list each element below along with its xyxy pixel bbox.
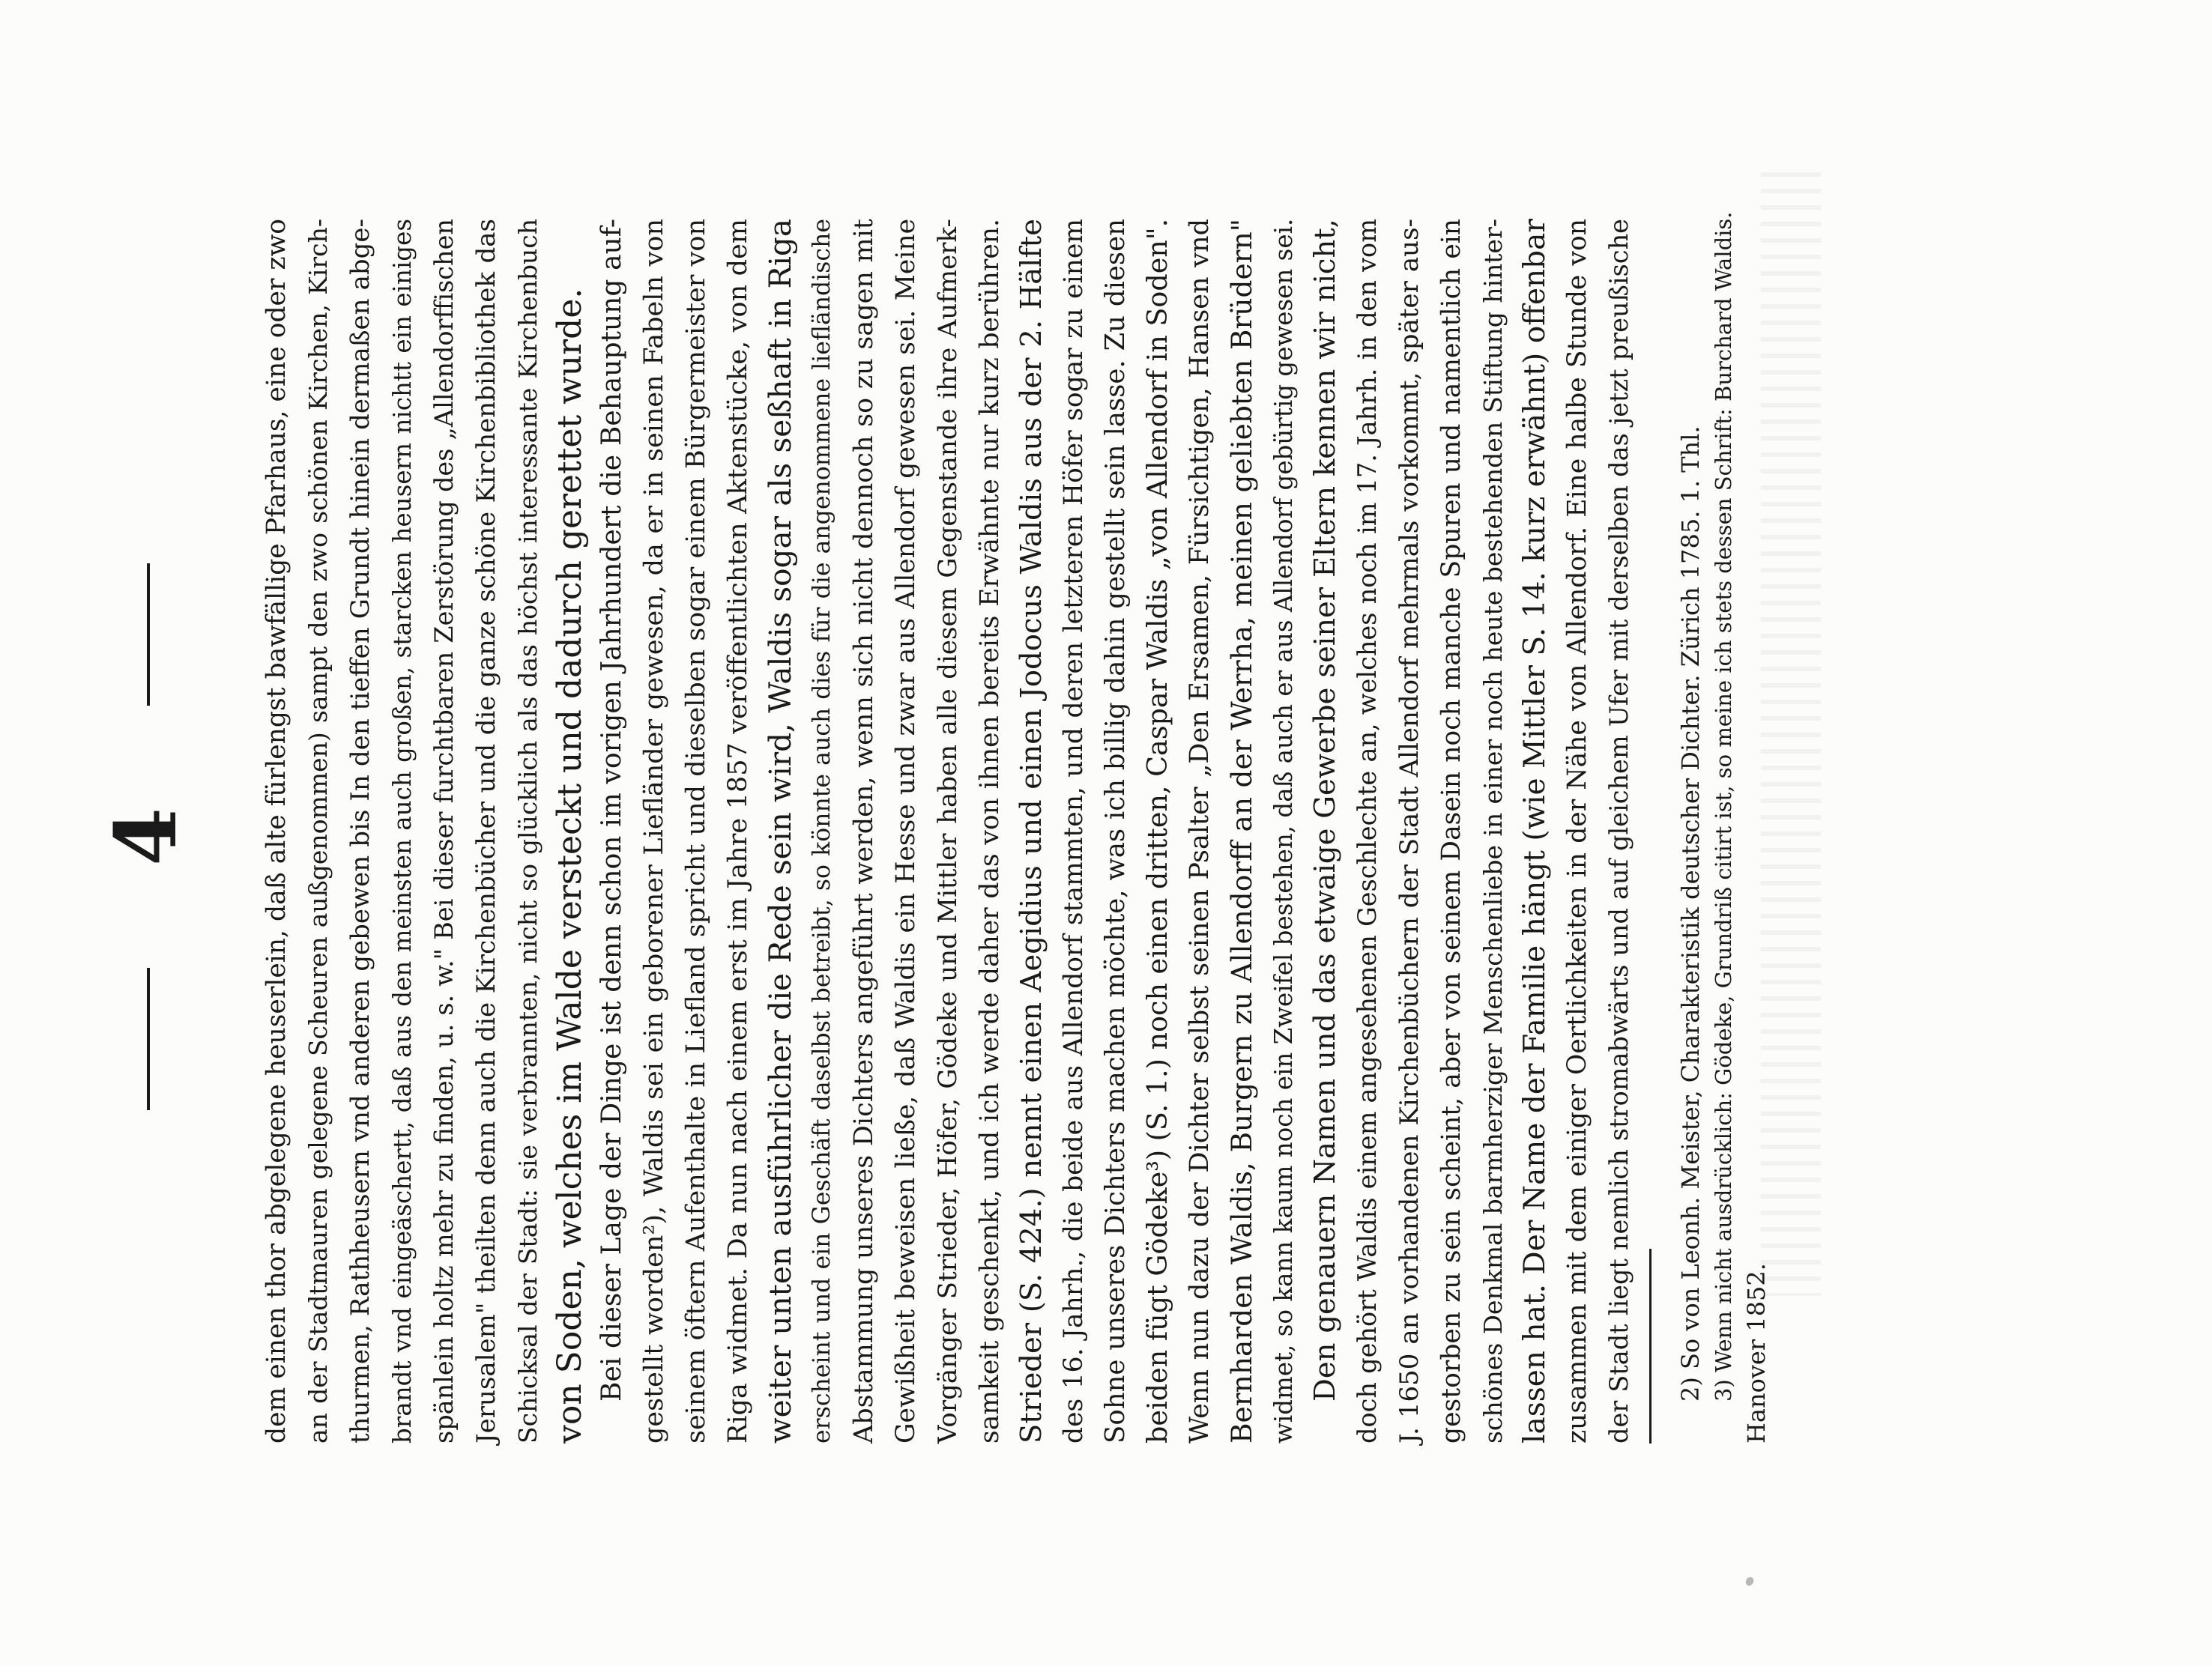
text-line: brandt vnd eingeäschertt, daß aus den meinsten auch großen, starcken heusern nichtt ein einiges (388, 219, 417, 1444)
text-line: an der Stadtmauren gelegene Scheuren außgenommen) sampt den zwo schönen Kirchen, Kirch- (303, 219, 333, 1444)
text-line: Jerusalem" theilten denn auch die Kirchenbücher und die ganze schöne Kirchenbibliothek das (471, 219, 501, 1444)
text-line: Strieder (S. 424.) nennt einen Aegidius und einen Jodocus Waldis aus der 2. Hälfte (1015, 219, 1048, 1444)
text-line: zusammen mit dem einiger Oertlichkeiten in der Nähe von Allendorf. Eine halbe Stunde von (1562, 219, 1592, 1444)
text-line: lassen hat. Der Name der Familie hängt (wie Mittler S. 14. kurz erwähnt) offenbar (1518, 219, 1552, 1444)
footnote-3-continuation: Hanover 1852. (1742, 1263, 1771, 1444)
header-rule-right (147, 563, 150, 706)
text-line: von Soden, welches im Walde versteckt und dadurch gerettet wurde. (551, 288, 589, 1444)
text-line: Schicksal der Stadt: sie verbrannten, nicht so glücklich als das höchst interessante Kirchenbuch (513, 219, 543, 1444)
text-line: schönes Denkmal barmherziger Menschenliebe in einer noch heute bestehenden Stiftung hinter- (1478, 219, 1508, 1444)
text-line: des 16. Jahrh., die beide aus Allendorf stammten, und deren letzteren Höfer sogar zu einem (1059, 219, 1089, 1444)
text-line: thurmen, Rathheusern vnd anderen gebewen bis In den tieffen Grundt hinein dermaßen abge- (345, 219, 375, 1444)
footnote-3: 3) Wenn nicht ausdrücklich: Gödeke, Grundriß citirt ist, so meine ich stets dessen Schrift: Burchard Waldis. (1711, 211, 1736, 1402)
text-line: Bei dieser Lage der Dinge ist denn schon im vorigen Jahrhundert die Behauptung auf- (596, 219, 627, 1402)
page-header (94, 140, 199, 1526)
text-line: Riga widmet. Da nun nach einem erst im Jahre 1857 veröffentlichten Aktenstücke, von dem (723, 219, 753, 1444)
text-line: samkeit geschenkt, und ich werde daher das von ihnen bereits Erwähnte nur kurz berühren. (975, 219, 1005, 1444)
text-line: seinem öftern Aufenthalte in Liefland spricht und dieselben sogar einem Bürgermeister von (681, 219, 711, 1444)
rotated-page-content (94, 140, 2118, 1526)
footnote-2: 2) So von Leonh. Meister, Charakteristik deutscher Dichter. Zürich 1785. 1. Thl. (1676, 425, 1705, 1402)
text-line: weiter unten ausführlicher die Rede sein wird, Waldis sogar als seßhaft in Riga (762, 219, 798, 1444)
text-line: der Stadt liegt nemlich stromabwärts und auf gleichem Ufer mit derselben das jetzt preußische (1604, 219, 1634, 1444)
text-line: Wenn nun dazu der Dichter selbst seinen Psalter „Den Ersamen, Fürsichtigen, Hansen vnd (1185, 219, 1215, 1444)
text-line: dem einen thor abgelegene heuserlein, daß alte fürlengst bawfällige Pfarhaus, eine oder zwo (262, 219, 291, 1444)
text-line: Bernharden Waldis, Burgern zu Allendorff an der Werrha, meinen geliebten Brüdern" (1225, 219, 1258, 1444)
paper-speck (1744, 1575, 1756, 1587)
footnote-rule (1649, 1249, 1652, 1444)
text-line: widmet, so kann kaum noch ein Zweifel bestehen, daß auch er aus Allendorf gebürtig gewesen sei. (1269, 218, 1298, 1444)
text-line: Sohne unseres Dichters machen möchte, was ich billig dahin gestellt sein lasse. Zu diesen (1100, 219, 1131, 1444)
text-line: Gewißheit beweisen ließe, daß Waldis ein Hesse und zwar aus Allendorf gewesen sei. Meine (891, 219, 921, 1444)
text-line: Vorgänger Strieder, Höfer, Gödeke und Mittler haben alle diesem Gegenstande ihre Aufmerk- (933, 219, 963, 1444)
text-line: Den genauern Namen und das etwaige Gewerbe seiner Eltern kennen wir nicht, (1308, 219, 1342, 1402)
header-rule-left (147, 968, 150, 1110)
text-line: beiden fügt Gödeke³) (S. 1.) noch einen dritten, Caspar Waldis „von Allendorf in Soden". (1141, 218, 1173, 1444)
text-line: Abstammung unseres Dichters angeführt werden, wenn sich nicht dennoch so zu sagen mit (849, 219, 879, 1444)
text-line: gestellt worden²), Waldis sei ein geborener Liefländer gewesen, da er in seinen Fabeln von (639, 219, 669, 1444)
body-text (256, 219, 1754, 1444)
text-line: spänlein holtz mehr zu finden, u. s. w." Bei dieser furchtbaren Zerstörung des „Allendorffischen (429, 219, 459, 1444)
text-line: erscheint und ein Geschäft daselbst betreibt, so könnte auch dies für die angenommene liefländische (809, 219, 835, 1444)
page-number: 4 (97, 808, 196, 866)
text-line: J. 1650 an vorhandenen Kirchenbüchern der Stadt Allendorf mehrmals vorkommt, später aus- (1394, 219, 1424, 1444)
text-line: doch gehört Waldis einem angesehenen Geschlechte an, welches noch im 17. Jahrh. in den vom (1353, 219, 1382, 1444)
text-line: gestorben zu sein scheint, aber von seinem Dasein noch manche Spuren und namentlich ein (1436, 219, 1466, 1444)
